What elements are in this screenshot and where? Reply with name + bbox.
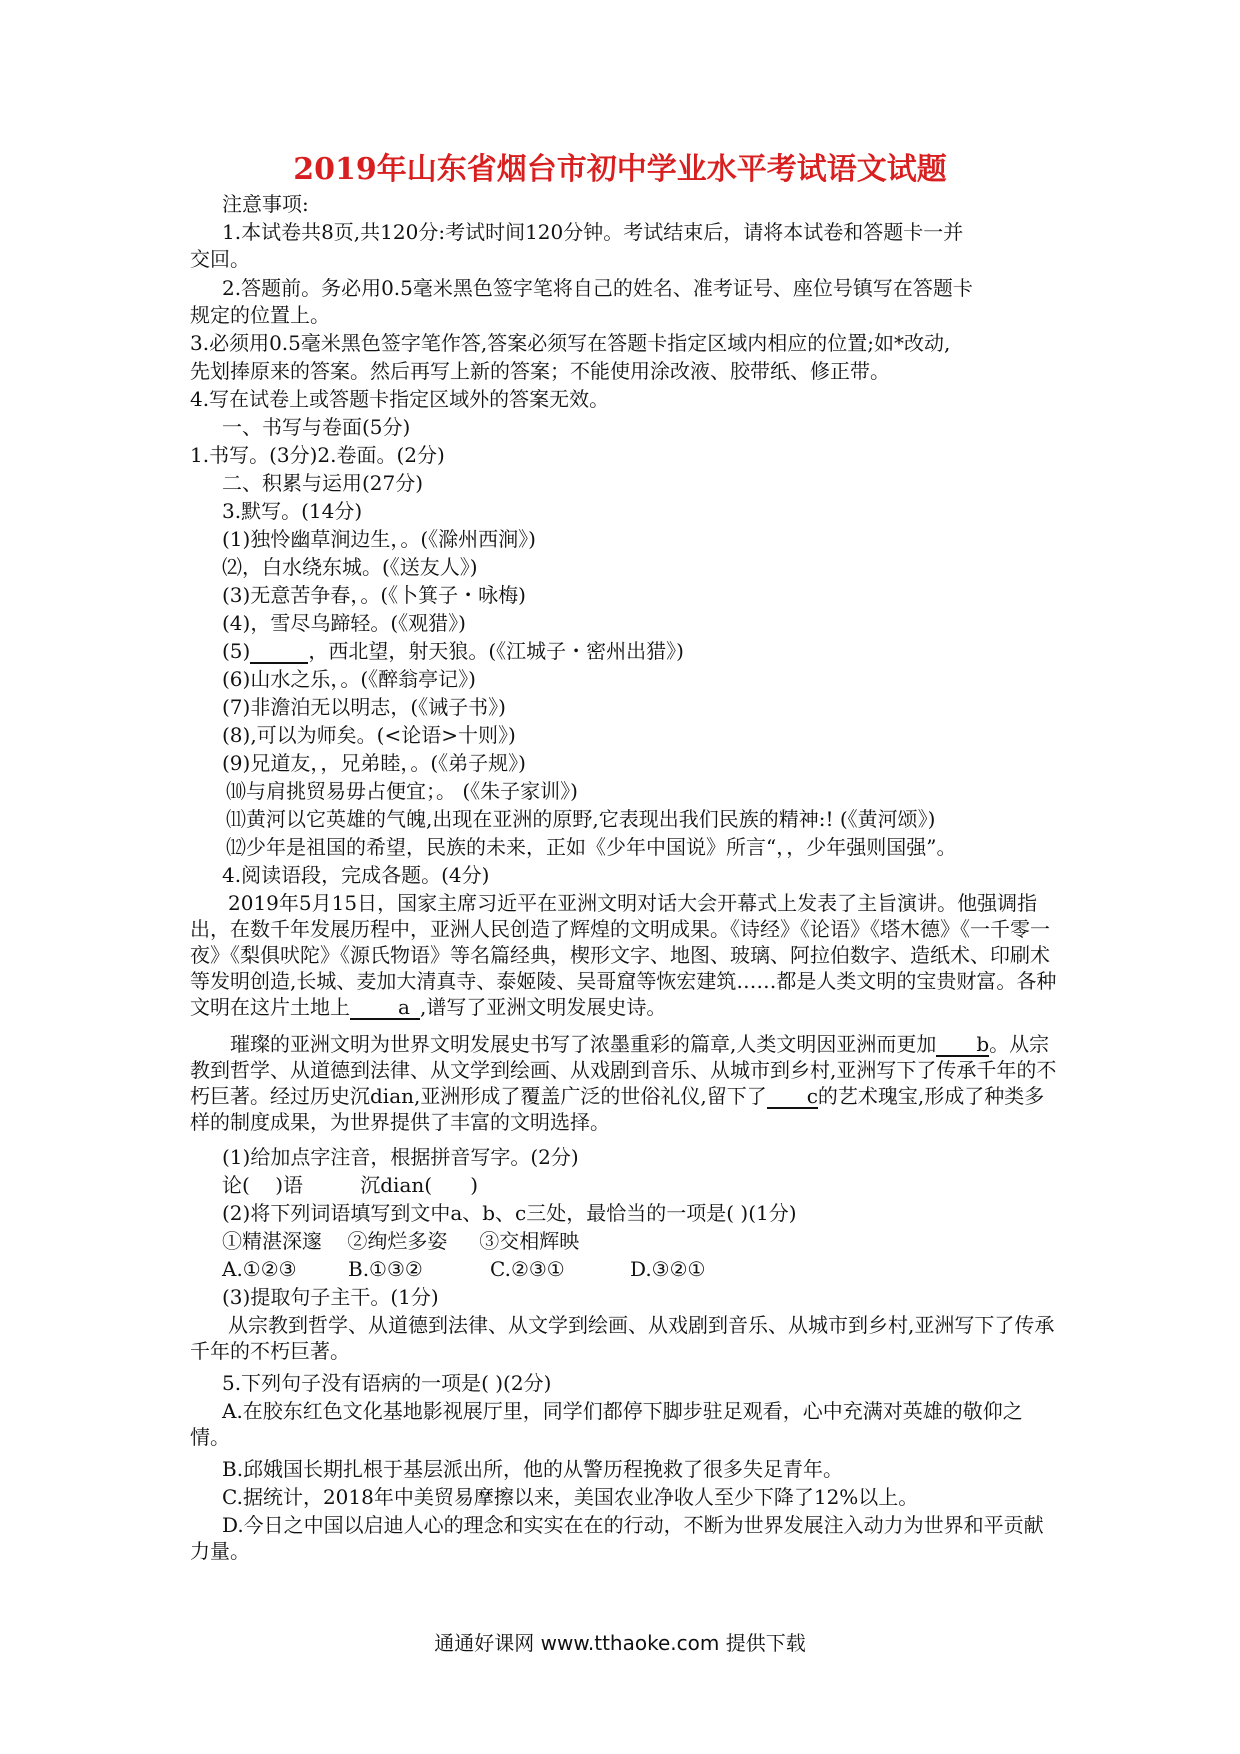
question-3-line: (3)无意苦争春，。(《卜箕子・咏梅) <box>222 583 526 607</box>
blank-c[interactable]: c <box>767 1085 818 1109</box>
notice-item-3-line-2: 先划捧原来的答案。然后再写上新的答案；不能使用涂改液、胶带纸、修正带。 <box>190 359 890 383</box>
question-5-heading: 5.下列句子没有语病的一项是( )(2分) <box>222 1371 552 1395</box>
notice-item-1-line-1: 1.本试卷共8页,共120分:考试时间120分钟。考试结束后，请将本试卷和答题卡一并 <box>222 220 964 244</box>
question-4-sub-2-option-a[interactable]: A.①②③ <box>222 1257 297 1281</box>
section-1-heading: 一、书写与卷面(5分) <box>222 415 411 439</box>
question-4-sub-2-words: ①精湛深邃 ②绚烂多姿 ③交相辉映 <box>222 1229 580 1253</box>
page-title: 2019年山东省烟台市初中学业水平考试语文试题 <box>293 152 947 187</box>
question-3-line: ⑾黄河以它英雄的气魄,出现在亚洲的原野,它表现出我们民族的精神:! (《黄河颂》) <box>226 807 936 831</box>
question-5-option-a[interactable]: A.在胶东红色文化基地影视展厅里，同学们都停下脚步驻足观看，心中充满对英雄的敬仰之情。 <box>190 1399 1023 1449</box>
question-4-paragraph-1 <box>190 890 1060 1020</box>
question-3-line-5 <box>222 638 684 664</box>
question-4-sub-1-answer[interactable]: 论( )语 沉dian( ) <box>222 1173 479 1197</box>
question-4-sub-1: (1)给加点字注音，根据拼音写字。(2分) <box>222 1145 579 1169</box>
blank-a[interactable]: a <box>350 996 420 1020</box>
question-3-line: ⑵，白水绕东城。(《送友人》) <box>222 555 478 579</box>
blank-b[interactable]: b <box>936 1033 989 1057</box>
line-5-prefix: (5) <box>222 639 251 663</box>
paragraph-1-text: 2019年5月15日，国家主席习近平在亚洲文明对话大会开幕式上发表了主旨演讲。他强调指出，在数千年发展历程中，亚洲人民创造了辉煌的文明成果。《诗经》《论语》《塔木德》《一千零一夜》《梨俱吠陀》《源氏物语》等名篇经典，楔形文字、地图、玻璃、阿拉伯数字、造纸术、印刷术等发明创造,长城、麦加大清真寺、泰姬陵、吴哥窟等恢宏建筑……都是人类文明的宝贵财富。各种文明在这片土地上 <box>190 891 1057 1019</box>
notice-item-2-line-1: 2.答题前。务必用0.5毫米黑色签字笔将自己的姓名、准考证号、座位号镇写在答题卡 <box>222 276 973 300</box>
notice-item-4: 4.写在试卷上或答题卡指定区域外的答案无效。 <box>190 387 610 411</box>
fill-in-blank[interactable] <box>250 640 308 664</box>
line-5-suffix: ，西北望，射天狼。(《江城子・密州出猎》) <box>308 639 684 663</box>
section-2-heading: 二、积累与运用(27分) <box>222 471 424 495</box>
question-4-sub-2-option-d[interactable]: D.③②① <box>630 1257 706 1281</box>
question-5-option-b[interactable]: B.邱娥国长期扎根于基层派出所，他的从警历程挽救了很多失足青年。 <box>222 1457 844 1481</box>
paragraph-2-mid: 。从宗教到哲学、从道德到法律、从文学到绘画、从戏剧到音乐、从城市到乡村,亚洲写下了传承千年的不朽巨著。经过历史沉dian,亚洲形成了覆盖广泛的世俗礼仪,留下了 <box>190 1032 1057 1108</box>
question-3-heading: 3.默写。(14分) <box>222 499 363 523</box>
notice-heading: 注意事项: <box>222 192 309 216</box>
question-4-sub-2: (2)将下列词语填写到文中a、b、c三处，最恰当的一项是( )(1分) <box>222 1201 797 1225</box>
question-4-sub-2-option-b[interactable]: B.①③② <box>348 1257 423 1281</box>
question-3-line: (6)山水之乐，。(《醉翁亭记》) <box>222 667 476 691</box>
paragraph-1-end: ,谱写了亚洲文明发展史诗。 <box>420 995 667 1019</box>
question-4-sub-3-sentence: 从宗教到哲学、从道德到法律、从文学到绘画、从戏剧到音乐、从城市到乡村,亚洲写下了传承千年的不朽巨著。 <box>190 1313 1055 1363</box>
question-4-sub-3: (3)提取句子主干。(1分) <box>222 1285 439 1309</box>
question-4-paragraph-2 <box>190 1031 1060 1135</box>
notice-item-1-line-2: 交回。 <box>190 247 250 271</box>
question-3-line: (8),可以为师矣。(<论语>十则》) <box>222 723 516 747</box>
question-3-line: (4)，雪尽乌蹄轻。(《观猎》) <box>222 611 466 635</box>
question-5-option-d[interactable]: D.今日之中国以启迪人心的理念和实实在在的行动，不断为世界发展注入动力为世界和平贡献力量。 <box>190 1513 1044 1563</box>
footer-download-note: 通通好课网 www.tthaoke.com 提供下载 <box>434 1631 806 1655</box>
paragraph-2-end: 的艺术瑰宝,形成了种类多样的制度成果，为世界提供了丰富的文明选择。 <box>190 1084 1045 1134</box>
notice-item-3-line-1: 3.必须用0.5毫米黑色签字笔作答,答案必须写在答题卡指定区域内相应的位置;如*改动, <box>190 331 951 355</box>
section-1-items: 1.书写。(3分)2.卷面。(2分) <box>190 443 445 467</box>
question-4-heading: 4.阅读语段，完成各题。(4分) <box>222 863 490 887</box>
question-3-line: (1)独怜幽草涧边生，。(《滁州西涧》) <box>222 527 536 551</box>
question-3-line: (9)兄道友，，兄弟睦，。(《弟子规》) <box>222 751 526 775</box>
notice-item-2-line-2: 规定的位置上。 <box>190 303 330 327</box>
question-4-sub-2-option-c[interactable]: C.②③① <box>490 1257 565 1281</box>
question-3-line: (7)非澹泊无以明志，(《诫子书》) <box>222 695 506 719</box>
question-3-line: ⑿少年是祖国的希望，民族的未来，正如《少年中国说》所言“，，少年强则国强”。 <box>226 835 957 859</box>
question-5-option-c[interactable]: C.据统计，2018年中美贸易摩擦以来，美国农业净收人至少下降了12%以上。 <box>222 1485 919 1509</box>
question-3-line: ⑽与肩挑贸易毋占便宜；。 (《朱子家训》) <box>226 779 578 803</box>
paragraph-2-start: 璀璨的亚洲文明为世界文明发展史书写了浓墨重彩的篇章,人类文明因亚洲而更加 <box>230 1032 937 1056</box>
